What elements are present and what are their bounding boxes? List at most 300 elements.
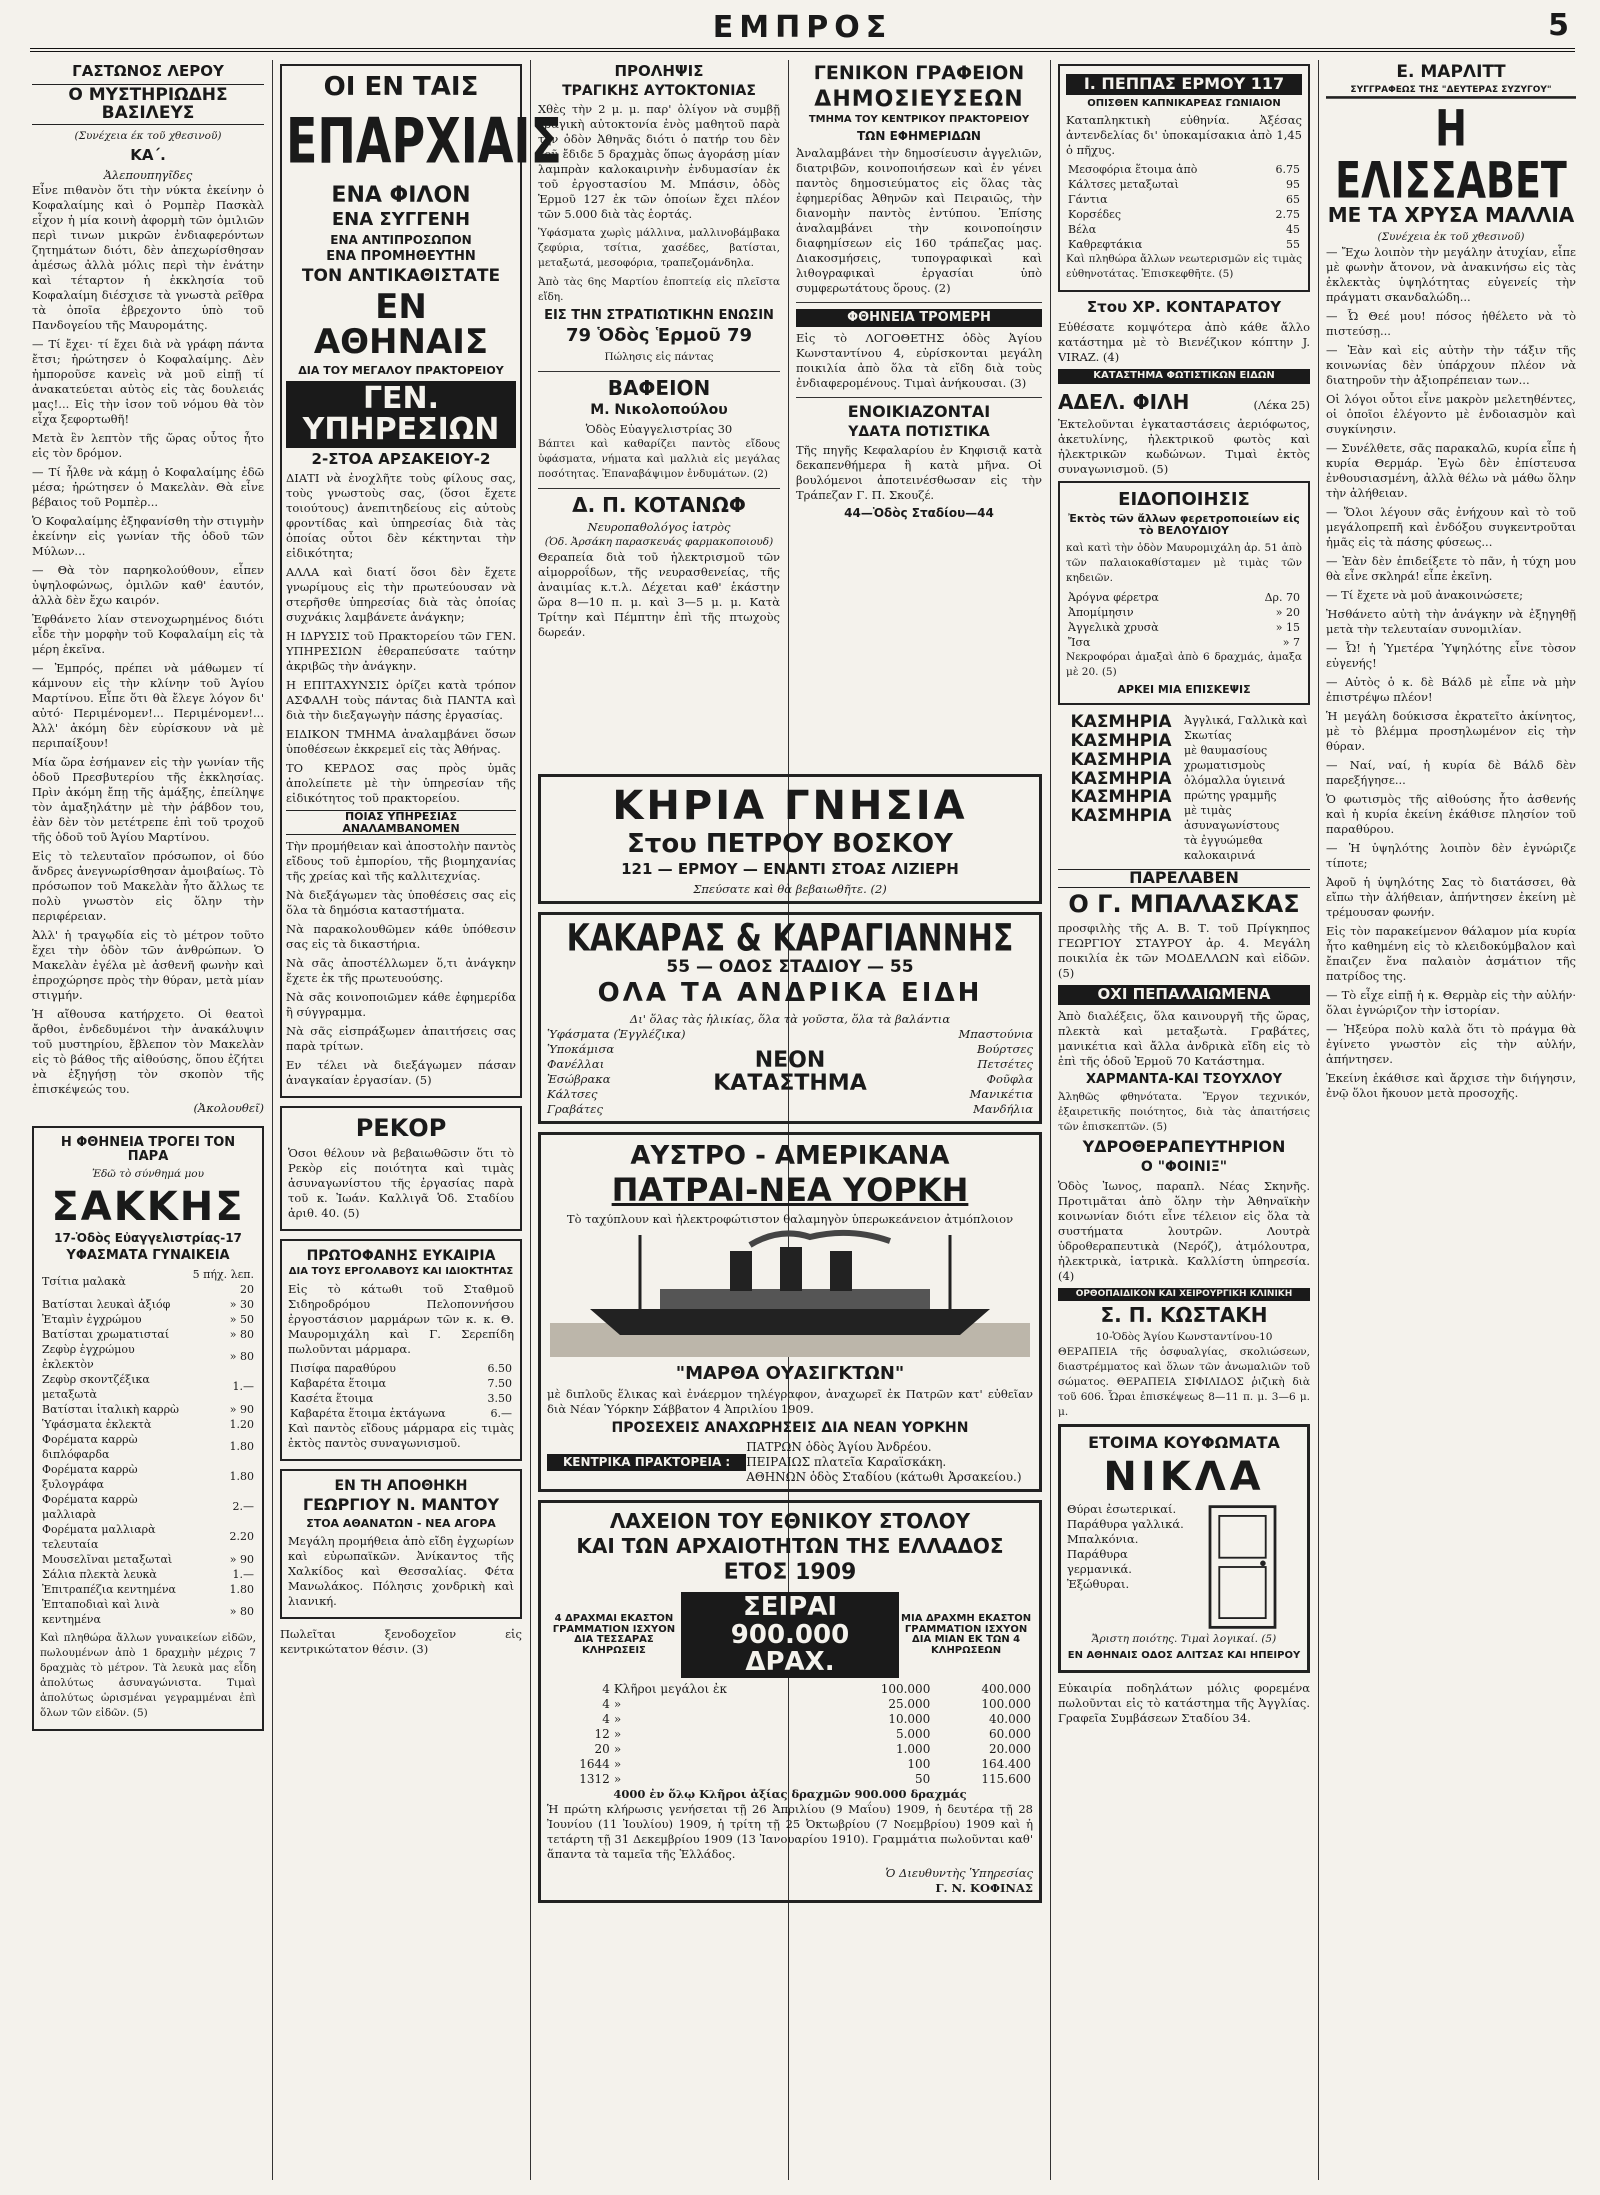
ship-ad bbox=[538, 1132, 1042, 1492]
ship-name: "ΜΑΡΘΑ ΟΥΑΣΙΓΚΤΩΝ" bbox=[675, 1362, 905, 1384]
prolipsis-body: Ὑφάσματα χωρὶς μάλλινα, μαλλινοβάμβακα ζεφύρια, τσίτια, χασέδες, βατίσται, μεταξωτά, μεσοφόρια, τραπεζομάνδηλα. bbox=[538, 227, 780, 270]
mantos-ad bbox=[280, 1469, 522, 1619]
service-item: Τὴν προμήθειαν καὶ ἀποστολὴν παντὸς εἴδους τοῦ ἐμπορίου, τῆς βιομηχανίας τῆς χρείας καὶ τῆς καλλιτεχνίας. bbox=[286, 839, 516, 884]
story-paragraph: Μία ὥρα ἐσήμανεν εἰς τὴν γωνίαν τῆς ὁδοῦ Πρεσβυτερίου τῆς ἐκκλησίας. Πρὶν ἀκόμη ἔπῃ τῆς ἀμάξης, ἐπείληψε τὸν ἀμαξηλάτην μὲ τὴν ῥάβδον του, ἐὰν δὲν τὸν μετέτρεπε ἐπὶ τοῦ τροχοῦ τῆς ὁδοῦ τοῦ Ἁγίου Μαρτίνου. bbox=[32, 755, 264, 845]
item-price: » 15 bbox=[1275, 620, 1300, 634]
prize-cell: 115.600 bbox=[981, 1772, 1031, 1787]
agency-head2: ΕΠΑΡΧΙΑΙΣ bbox=[286, 104, 562, 178]
item-name: Βατίσται λευκαὶ ἀξιόφ bbox=[42, 1297, 171, 1311]
column-serial-story bbox=[32, 60, 264, 2180]
price-row bbox=[288, 1361, 514, 1376]
price-row bbox=[1066, 590, 1302, 605]
cashmere-text: τὰ ἐγγυώμεθα καλοκαιρινά bbox=[1184, 834, 1263, 863]
candle-address: 121 — ΕΡΜΟΥ — ΕΝΑΝΤΙ ΣΤΟΑΣ ΛΙΖΙΕΡΗ bbox=[621, 860, 959, 879]
item-price: 45 bbox=[1286, 223, 1300, 237]
ortho-body: ΘΕΡΑΠΕΙΑ τῆς ὁσφυαλγίας, σκολιώσεων, διαστρέμματος καὶ ὅλων τῶν ἀνωμαλιῶν τοῦ σώματος. ΘΕΡΑΠΕΙΑ ΣΙΦΙΛΙΔΟΣ ῥιζικὴ διὰ τοῦ 606. Ὧραι ἐπισκέψεως 8—11 π. μ. 3—6 μ. μ. bbox=[1058, 1346, 1310, 1419]
prize-cell: 1312 bbox=[579, 1772, 610, 1787]
cashmere-word: ΚΑΣΜΗΡΙΑ bbox=[1070, 787, 1172, 808]
item-name: Ἀρόγνα φέρετρα bbox=[1068, 590, 1159, 604]
office-title2: ΔΗΜΟΣΙΕΥΣΕΩΝ bbox=[814, 86, 1024, 112]
ad-headline: Η ΦΘΗΝΕΙΑ ΤΡΟΓΕΙ ΤΟΝ ΠΑΡΑ bbox=[60, 1135, 236, 1164]
cashmere-text: Ἀγγλικά, Γαλλικὰ καὶ Σκωτίας bbox=[1184, 714, 1308, 743]
serial-subtitle: (Συνέχεια έκ τοῦ χθεσινοῦ) bbox=[74, 130, 222, 143]
story-paragraph: Εἰς τὸ τελευταῖον πρόσωπον, οἱ δύο ἄνδρες ἀνεγνωρίσθησαν ἀμοιβαίως. Τὸ πρόσωπον τοῦ Μακελὰν ἦτο ἄλλως τε πολὺ γνωστὸν εἰς ὅλην τὴν περιφέρειαν. bbox=[32, 849, 264, 924]
agency-head4: ΕΝΑ ΣΥΓΓΕΝΗ bbox=[331, 208, 471, 230]
item-name: Ἀγγελικὰ χρυσὰ bbox=[1068, 620, 1159, 634]
item-name: Ζεφὺρ σκοντζέξικα μεταξωτὰ bbox=[42, 1372, 150, 1401]
steamship-illustration bbox=[547, 1227, 1033, 1357]
ortho-name: Σ. Π. ΚΩΣΤΑΚΗ bbox=[1100, 1303, 1268, 1328]
price-row bbox=[288, 1376, 514, 1391]
lottery-year: ΕΤΟΣ 1909 bbox=[723, 1560, 857, 1586]
niklas-item: Μπαλκόνια. bbox=[1067, 1532, 1139, 1547]
price-row bbox=[288, 1406, 514, 1421]
product-item: Φοῦφλα bbox=[986, 1071, 1033, 1086]
notice-more: ΑΡΚΕΙ ΜΙΑ ΕΠΙΣΚΕΨΙΣ bbox=[1117, 682, 1251, 696]
product-item: Μανικέτια bbox=[969, 1086, 1033, 1101]
hydro-subtitle: Ο "ΦΟΙΝΙΞ" bbox=[1140, 1159, 1228, 1176]
rekor-body: Ὁσοι θέλουν νὰ βεβαιωθῶσιν ὅτι τὸ Ρεκὸρ εἰς ποιότητα καὶ τιμὰς ἀσυναγωνίστου τῆς ἐργασίας παρὰ τοῦ κ. Ἰωάν. Καλλιγᾶ Ὁδ. Σταδίου ἀριθ. 40. (5) bbox=[288, 1145, 514, 1220]
cashmere-word: ΚΑΣΜΗΡΙΑ bbox=[1070, 806, 1172, 827]
prize-cell: 10.000 bbox=[888, 1712, 931, 1727]
column-rule bbox=[272, 60, 273, 2180]
product-item: Μανδήλια bbox=[973, 1101, 1033, 1116]
agency-head3: ΕΝΑ ΦΙΛΟΝ bbox=[331, 182, 471, 208]
price-row bbox=[40, 1567, 256, 1582]
column-serial-marlitt bbox=[1326, 60, 1576, 2180]
lottery-title2: ΚΑΙ ΤΩΝ ΑΡΧΑΙΟΤΗΤΩΝ ΤΗΣ ΕΛΛΑΔΟΣ bbox=[576, 1534, 1004, 1559]
candle-seller: Στου ΠΕΤΡΟΥ ΒΟΣΚΟΥ bbox=[627, 829, 953, 859]
notice-body: καὶ κατὶ τὴν ὁδὸν Μαυρομιχάλη ἀρ. 51 ἀπὸ τῶν παλαιοκαθίσταμεν μὲ τιμὰς τῶν κηδειῶν. bbox=[1066, 541, 1302, 584]
mantos-name: ΓΕΩΡΓΙΟΥ Ν. ΜΑΝΤΟΥ bbox=[302, 1495, 500, 1515]
item-name: Βέλα bbox=[1068, 223, 1097, 237]
item-name: Κορσέδες bbox=[1068, 208, 1121, 222]
kakaras-left-list bbox=[547, 1027, 707, 1117]
item-price: 2.— bbox=[232, 1500, 254, 1514]
prize-table bbox=[547, 1682, 1033, 1787]
service-item: Εν τέλει νὰ διεξάγωμεν πάσαν ἀναγκαίαν ἐργασίαν. (5) bbox=[286, 1058, 516, 1088]
prize-row bbox=[547, 1712, 1033, 1727]
ship-agency: ΠΕΙΡΑΙΩΣ πλατεῖα Καραϊσκάκη. bbox=[746, 1455, 947, 1470]
ship-departures: ΠΡΟΣΕΧΕΙΣ ΑΝΑΧΩΡΗΣΕΙΣ ΔΙΑ ΝΕΑΝ ΥΟΡΚΗΝ bbox=[611, 1420, 969, 1437]
prize-cell: 12 bbox=[594, 1727, 610, 1742]
item-price: 6.— bbox=[490, 1406, 512, 1420]
kakaras-address: 55 — ΟΔΟΣ ΣΤΑΔΙΟΥ — 55 bbox=[666, 956, 914, 977]
price-row bbox=[40, 1342, 256, 1372]
item-price: » 80 bbox=[229, 1605, 254, 1619]
kakaras-right-list bbox=[873, 1027, 1033, 1117]
item-name: Φορέματα καρρὼ μαλλιαρὰ bbox=[42, 1492, 138, 1521]
prize-cell: 100.000 bbox=[880, 1682, 931, 1697]
item-name: Μεσοφόρια ἕτοιμα ἀπὸ bbox=[1068, 163, 1198, 177]
price-row bbox=[40, 1267, 256, 1297]
lottery-center: ΣΕΙΡΑΙ 900.000 ΔΡΑΧ. bbox=[681, 1592, 899, 1678]
story-paragraph: — Ἐὰν καὶ εἰς αὐτὴν τὴν τάξιν τῆς κοινωνίας δὲν ὑπάρχουν πλέον νὰ διατηροῦν τὴν ἀξιοπρέπειαν των... bbox=[1326, 343, 1576, 388]
story-paragraph: — Ἐμπρός, πρέπει νὰ μάθωμεν τί κάμνουν εἰς τὴν κλίνην τοῦ Ἁγίου Μαρτίνου. Εἶπε ὅτι θὰ ἔλεγε λόγον δι' αὐτό· Περιμένομεν!... Περιμένομεν!... Ἀλλ' ἀκόμη δὲν εὑρίσκουν νὰ μὲ περιπαίξουν! bbox=[32, 661, 264, 751]
product-item: Ἐσώβρακα bbox=[547, 1071, 611, 1086]
doctor-name: Δ. Π. ΚΟΤΑΝΩΦ bbox=[572, 492, 746, 517]
price-row bbox=[40, 1402, 256, 1417]
notice-head: Ἐκτὸς τῶν ἄλλων φερετροποιείων εἰς τὸ ΒΕΛΟΥΔΙΟΥ bbox=[1068, 512, 1300, 537]
product-item: Φανέλλαι bbox=[547, 1056, 605, 1071]
item-price: 1.80 bbox=[229, 1440, 254, 1454]
story-paragraph: — Ναί, ναί, ἡ κυρία δὲ Βάλδ δὲν παρεξήγησε... bbox=[1326, 758, 1576, 788]
product-item: Βούρτσες bbox=[977, 1041, 1033, 1056]
prize-row bbox=[547, 1742, 1033, 1757]
office-title3: ΤΜΗΜΑ ΤΟΥ ΚΕΝΤΡΙΚΟΥ ΠΡΑΚΤΟΡΕΙΟΥ bbox=[808, 114, 1030, 126]
prize-cell: » bbox=[613, 1742, 622, 1757]
story-paragraph: Εἶνε πιθανὸν ὅτι τὴν νύκτα ἐκείνην ὁ Κοφαλαίμης καὶ ὁ Ρομπὲρ Πασκὰλ εἶχον ἡ μία κοινὴ ἀφορμὴ τῶν ὁμιλιῶν περὶ τινων μικρῶν ἐνδιαφερόντων ζητημάτων διότι, δὲν ἀπεχωρίσθησαν ἀμέσως ἀλλὰ μόλις περὶ τὴν ἐνάτην καὶ τέταρτον ἡ ἐκκλησία τοῦ Κοφαλαίμη διέσχισε τὰ γνωστὰ ρεῖθρα τὰ ὁποῖα ἐβρεχοντο ὑπὸ τοῦ Πανδογείου τῆς Μαυρομάτης. bbox=[32, 183, 264, 333]
ad-subline: Ἐδῶ τὸ σύνθημά μου bbox=[92, 1168, 204, 1181]
price-row bbox=[1066, 177, 1302, 192]
item-name: Πισίφα παραθύρου bbox=[290, 1361, 396, 1375]
chapter-number: ΚΑ΄. bbox=[130, 146, 166, 165]
cheap-body: Εἰς τὸ ΛΟΓΟΘΕΤΗΣ ὁδὸς Ἀγίου Κωνσταντίνου 4, εὑρίσκονται μεγάλη ποικιλία ἀπὸ ὅλα τὰ εἴδη διὰ τοὺς ἐνδιαφερομένους. Τιμαὶ ἀνήκουσαι. (3) bbox=[796, 330, 1042, 390]
ship-route: ΠΑΤΡΑΙ-ΝΕΑ ΥΟΡΚΗ bbox=[611, 1170, 969, 1209]
kakaras-ad bbox=[538, 912, 1042, 1124]
wide-ad-block bbox=[538, 770, 1042, 2180]
notice-title: ΕΙΔΟΠΟΙΗΣΙΣ bbox=[1118, 488, 1250, 510]
rekor-ad bbox=[280, 1106, 522, 1230]
column-rule bbox=[1050, 60, 1051, 2180]
item-price: 55 bbox=[1286, 238, 1300, 252]
prize-cell: 4 bbox=[602, 1697, 610, 1712]
product-item: Πετσέτες bbox=[977, 1056, 1033, 1071]
item-price: 2.20 bbox=[229, 1530, 254, 1544]
candle-title: ΚΗΡΙΑ ΓΝΗΣΙΑ bbox=[612, 783, 968, 829]
price-row bbox=[40, 1312, 256, 1327]
doctor-body: Θεραπεία διὰ τοῦ ἠλεκτρισμοῦ τῶν αἱμορροΐδων, τῆς νευρασθενείας, τῆς ἀναιμίας κ.τ.λ. Δέχεται καθ' ἑκάστην ὥρα 8—10 π. μ. καὶ 3—5 μ. μ. Κατὰ Τρίτην καὶ Πέμπτην ἐπὶ τῆς πτωχοὺς δωρεάν. bbox=[538, 549, 780, 639]
agency-paragraph: ΕΙΔΙΚΟΝ ΤΜΗΜΑ ἀναλαμβάνει ὅσων ὑποθέσεων ἐκκρεμεῖ εἰς τὰς Ἀθήνας. bbox=[286, 727, 516, 757]
peppas-title: Ι. ΠΕΠΠΑΣ ΕΡΜΟΥ 117 bbox=[1066, 74, 1302, 95]
price-row bbox=[40, 1582, 256, 1597]
agency-ad bbox=[280, 64, 562, 1098]
niklas-item: Ἐξώθυραι. bbox=[1067, 1577, 1130, 1592]
oxi-body2: Ἀληθῶς φθηνότατα. Ἔργον τεχνικόν, ἐξαιρετικῆς ποιότητος, διὰ τὰς ἀπαιτήσεις τῶν ἐπισκεπτῶν. (5) bbox=[1058, 1091, 1310, 1134]
oxi-body: Ἀπὸ διαλέξεις, ὅλα καινουργῆ τῆς ὥρας, πλεκτὰ καὶ μεταξωτὰ. Γραβάτες, μανικέτια καὶ ἄλλα ἀνδρικὰ εἴδη εἰς τὸ ἐπὶ τῆς ὁδοῦ Ἑρμοῦ 70 Κατάστημα. bbox=[1058, 1008, 1310, 1068]
service-item: Νὰ σᾶς εἰσπράξωμεν ἀπαιτήσεις σας παρὰ τρίτων. bbox=[286, 1024, 516, 1054]
office-body: Ἀναλαμβάνει τὴν δημοσίευσιν ἀγγελιῶν, διατριβῶν, κοινοποιήσεων καὶ ἐν γένει παντὸς δημοσιεύματος εἰς ὅλας τὰς ἐφημερίδας Ἀθηνῶν καὶ Πειραιῶς, τὴν διανομὴν παντὸς ἐντύπου. Ἐπίσης ἀναλαμβάνει τὴν κοινοποίησιν διαφημίσεων εἰς 160 τράπεζας μας. Διακοσμήσεις, τυπογραφικαὶ καὶ λιθογραφικαὶ ἐργασίαι ὑπὸ συμφερωτάτους ὅρους. (2) bbox=[796, 146, 1042, 296]
item-price: 1.80 bbox=[229, 1582, 254, 1596]
kontaratou-title: Στου ΧΡ. ΚΟΝΤΑΡΑΤΟΥ bbox=[1086, 298, 1282, 317]
item-name: Φορέματα καρρὼ ξυλογράφα bbox=[42, 1462, 138, 1491]
notice-ad bbox=[1058, 481, 1310, 706]
price-row bbox=[40, 1372, 256, 1402]
item-price: 7.50 bbox=[487, 1376, 512, 1390]
price-row bbox=[1066, 620, 1302, 635]
kakaras-intro: Δι' ὅλας τὰς ἡλικίας, ὅλα τὰ γοῦστα, ὅλα τὰ βαλάντια bbox=[629, 1011, 951, 1026]
niklas-item: Παράθυρα γερμανικά. bbox=[1067, 1547, 1132, 1577]
agency-head10: ΓΕΝ. ΥΠΗΡΕΣΙΩΝ bbox=[286, 381, 516, 448]
agency-head11: 2-ΣΤΟΑ ΑΡΣΑΚΕΙΟΥ-2 bbox=[311, 449, 491, 468]
prize-cell: 60.000 bbox=[989, 1727, 1031, 1742]
lottery-signature-name: Γ. Ν. ΚΟΦΙΝΑΣ bbox=[935, 1881, 1033, 1896]
story-paragraph: Εἰς τὸν παρακείμενον θάλαμον μία κυρία ἦτο καθημένη εἰς τὸ κλειδοκύμβαλον καὶ ἔπαιζεν ἕνα παλαιὸν ἀσμάτιον τῆς πατρίδος της. bbox=[1326, 924, 1576, 984]
column-advert-office bbox=[796, 60, 1042, 760]
prize-cell: 400.000 bbox=[981, 1682, 1031, 1697]
story-paragraph: Ἐφθάνετο λίαν στενοχωρημένος διότι εἶδε τὴν μορφὴν τοῦ Κοφαλαίμη εἰς τὰ μέρη ἐκεῖνα. bbox=[32, 612, 264, 657]
column-rule bbox=[530, 60, 531, 2180]
niklas-title: ΕΤΟΙΜΑ ΚΟΥΦΩΜΑΤΑ bbox=[1088, 1433, 1280, 1453]
item-price: Δρ. 70 bbox=[1264, 590, 1300, 604]
item-name: Φορέματα καρρὼ διπλόφαρδα bbox=[42, 1432, 138, 1461]
story-paragraph: Ἡ αἴθουσα κατήρχετο. Οἱ θεατοὶ ἄρθοι, ἐνδεδυμένοι τὴν ἀνακάλυψιν τοῦ μυστηρίου, ἔβλεπον τὸν Μακελὰν εἰς τὸ βάθος τῆς αἰθούσης, ὅπου ἐζήτει νὰ ἐξηγήσῃ τὸν σκοπὸν τῆς ἐπισκέψεώς του. bbox=[32, 1007, 264, 1097]
doctor-credentials: (Ὁδ. Ἀρσάκη παρασκευάς φαρμακοποιουδ) bbox=[544, 535, 774, 548]
serial-title: Ο ΜΥΣΤΗΡΙΩΔΗΣ ΒΑΣΙΛΕΥΣ bbox=[32, 84, 264, 126]
mantos-body: Μεγάλη προμήθεια ἀπὸ εἴδη ἐγχωρίων καὶ εὐρωπαϊκῶν. Ἀνίκαντος τῆς Χαλκίδος καὶ Θεσσαλίας. Φέτα Μανωλάκος. Πόλησις χονδρικὴ καὶ λιανική. bbox=[288, 1533, 514, 1608]
prolipsis-title2: ΤΡΑΓΙΚΗΣ ΑΥΤΟΚΤΟΝΙΑΣ bbox=[562, 82, 756, 99]
lottery-signature: Ὁ Διευθυντὴς Ὑπηρεσίας bbox=[885, 1866, 1033, 1881]
army-union-title: ΕΙΣ ΤΗΝ ΣΤΡΑΤΙΩΤΙΚΗΝ ΕΝΩΣΙΝ bbox=[544, 308, 774, 324]
item-name: Ὑφάσματα ἐκλεκτὰ bbox=[42, 1417, 152, 1431]
dyehouse-address: Ὁδὸς Εὐαγγελιστρίας 30 bbox=[585, 421, 733, 436]
item-price: 1.— bbox=[232, 1567, 254, 1581]
prize-cell: 100.000 bbox=[981, 1697, 1031, 1712]
mantos-title: ΕΝ ΤΗ ΑΠΟΘΗΚΗ bbox=[334, 1477, 468, 1494]
column-prolipsis bbox=[538, 60, 780, 760]
cashmere-word: ΚΑΣΜΗΡΙΑ bbox=[1070, 768, 1172, 789]
item-name: Καβαρέτα ἕτοιμα bbox=[290, 1376, 387, 1390]
lighting-shop-body: Ἐκτελοῦνται ἐγκαταστάσεις ἀεριόφωτος, ἀκετυλίνης, ἠλεκτρικοῦ φωτὸς καὶ ἠλεκτρικῶν κωδώνων. Τιμαὶ ἐκτὸς συναγωνισμοῦ. (5) bbox=[1058, 416, 1310, 476]
item-price: » 50 bbox=[229, 1312, 254, 1326]
cashmere-text: πρώτης γραμμῆς bbox=[1184, 789, 1277, 803]
marlitt-author: Ε. ΜΑΡΛΙΤΤ bbox=[1396, 62, 1506, 82]
peppas-footer: Καὶ πληθώρα ἄλλων νεωτερισμῶν εἰς τιμὰς εὐθηνοτάτας. Ἐπισκεφθῆτε. (5) bbox=[1066, 253, 1302, 281]
agency-paragraph: ΑΛΛΑ καὶ διατί ὅσοι δὲν ἔχετε γνωρίμους εἰς τὴν πρωτεύουσαν νὰ στερῆσθε ὑπηρεσίας διὰ τὰς ὁποίας συχνάκις λαμβάνετε ἀνάγκην; bbox=[286, 565, 516, 625]
marble-subtitle: ΔΙΑ ΤΟΥΣ ΕΡΓΟΛΑΒΟΥΣ ΚΑΙ ΙΔΙΟΚΤΗΤΑΣ bbox=[288, 1266, 514, 1278]
item-price: 65 bbox=[1286, 193, 1300, 207]
agency-head5: ΕΝΑ ΑΝΤΙΠΡΟΣΩΠΟΝ bbox=[330, 232, 472, 247]
column-shops bbox=[1058, 60, 1310, 2180]
page-number: 5 bbox=[1548, 8, 1569, 43]
service-item: Νὰ σᾶς ἀποστέλλωμεν ὅ,τι ἀνάγκην ἔχετε ἐκ τῆς πρωτευούσης. bbox=[286, 956, 516, 986]
prolipsis-body: Χθὲς τὴν 2 μ. μ. παρ' ὀλίγον νὰ συμβῇ τραγικὴ αὐτοκτονία ἑνὸς μαθητοῦ παρὰ τὴν ὁδὸν Ἀθηνᾶς διότι ὁ πατήρ του δὲν τοῦ ἔδιδε 5 δραχμὰς ὅπως ἀγοράσῃ μίαν λαμπρὰν καλοκαιρινὴν ἐνδυμασίαν ἐκ τοῦ ἐργοστασίου Μ. Μπάσιν, ὁδὸς Ἑρμοῦ 127 ἐκ τῶν ὁποίων ἔχει πλέον τῶν 5.000 διὰ τὰς ἑορτάς. bbox=[538, 102, 780, 222]
product-item: Κάλτσες bbox=[547, 1086, 598, 1101]
item-name: Κασέτα ἕτοιμα bbox=[290, 1391, 374, 1405]
door-illustration bbox=[1184, 1502, 1301, 1632]
rekor-title: ΡΕΚΟΡ bbox=[355, 1114, 447, 1143]
niklas-item: Θύραι ἐσωτερικαί. bbox=[1067, 1502, 1177, 1517]
niklas-footer: Ἄριστη ποιότης. Τιμαὶ λογικαί. (5) bbox=[1091, 1633, 1277, 1646]
ortho-title: ΟΡΘΟΠΑΙΔΙΚΟΝ ΚΑΙ ΧΕΙΡΟΥΡΓΙΚΗ ΚΛΙΝΙΚΗ bbox=[1058, 1288, 1310, 1301]
niklas-ad bbox=[1058, 1424, 1310, 1672]
candle-ad bbox=[538, 774, 1042, 904]
marble-ad bbox=[280, 1239, 522, 1461]
item-name: Κάλτσες μεταξωταὶ bbox=[1068, 178, 1179, 192]
story-paragraph: — Ὦ Θεέ μου! πόσος ἠθέλετο νὰ τὸ πιστεύσῃ... bbox=[1326, 309, 1576, 339]
kontaratou-body: Εὑθέσατε κομψότερα ἀπὸ κάθε ἄλλο κατάστημα μὲ τὸ Βιενέζικον κόπτην J. VIRAZ. (4) bbox=[1058, 320, 1310, 365]
product-item: Ὑποκάμισα bbox=[547, 1041, 615, 1056]
price-row bbox=[40, 1417, 256, 1432]
prize-cell: Κλῆροι μεγάλοι ἐκ bbox=[613, 1682, 727, 1697]
column-agency-ad bbox=[280, 60, 562, 2180]
prize-cell: 50 bbox=[915, 1772, 931, 1787]
story-paragraph: Ἡ μεγάλη δούκισσα ἐκρατεῖτο ἀκίνητος, μὲ τὸ βλέμμα προσηλωμένον εἰς τὴν θύραν. bbox=[1326, 709, 1576, 754]
item-name: Σάλια πλεκτὰ λευκὰ bbox=[42, 1567, 157, 1581]
ship-body: μὲ διπλοῦς ἕλικας καὶ ἐνάερμον τηλέγραφον, ἀναχωρεῖ ἐκ Πατρῶν κατ' εὐθεῖαν διὰ Νέαν Ὑόρκην Σάββατον 4 Ἀπριλίου 1909. bbox=[547, 1387, 1033, 1417]
price-row bbox=[40, 1552, 256, 1567]
story-paragraph: — Ὦ! ἡ Ὑμετέρα Ὑψηλότης εἶνε τὸσον εὐγενής! bbox=[1326, 641, 1576, 671]
niklas-name: ΝΙΚΛΑ bbox=[1103, 1454, 1265, 1501]
hydro-body: Ὁδὸς Ἰωνος, παραπλ. Νέας Σκηνῆς. Προτιμᾶται ἀπὸ ὅλην τὴν Ἀθηναϊκὴν κοινωνίαν διότι εἶνε τέλειον εἰς ὅλα τὰ συστήματα λουτρῶν. Λουτρὰ ὑδροθεραπευτικὰ (Νερόζ), ἀτμόλουτρα, ἠλεκτρικὰ, ἰατρικὰ. Καλλίστη ὑπηρεσία. (4) bbox=[1058, 1178, 1310, 1283]
doctor-specialty: Νευροπαθολόγος ἰατρὸς bbox=[587, 519, 731, 534]
lottery-ad bbox=[538, 1500, 1042, 1903]
agency-head1: ΟΙ ΕΝ ΤΑΙΣ bbox=[323, 72, 479, 102]
services-title: ΠΟΙΑΣ ΥΠΗΡΕΣΙΑΣ ΑΝΑΛΑΜΒΑΝΟΜΕΝ bbox=[286, 810, 516, 835]
prize-cell: 20.000 bbox=[989, 1742, 1031, 1757]
price-row bbox=[40, 1462, 256, 1492]
marble-title: ΠΡΩΤΟΦΑΝΗΣ ΕΥΚΑΙΡΙΑ bbox=[306, 1247, 496, 1264]
price-row bbox=[1066, 222, 1302, 237]
parelaven-title: ΠΑΡΕΛΑΒΕΝ bbox=[1058, 869, 1310, 888]
oxi-title: ΟΧΙ ΠΕΠΑΛΑΙΩΜΕΝΑ bbox=[1058, 985, 1310, 1005]
prize-cell: 5.000 bbox=[895, 1727, 931, 1742]
marlitt-title: Η ΕΛΙΣΣΑΒΕΤ bbox=[1326, 96, 1576, 208]
story-paragraph: — Συνέλθετε, σᾶς παρακαλῶ, κυρία εἶπε ἡ κυρία Θερμάρ. Ἐγὼ δὲν ἐπίστευσα ἐνθουσιασμένη, ἀλλὰ θέλω νὰ μάθω ὅλην τὴν ἀλήθειαν. bbox=[1326, 441, 1576, 501]
service-item: Νὰ σᾶς κοινοποιῶμεν κάθε ἐφημερίδα ἢ σύγγραμμα. bbox=[286, 990, 516, 1020]
agency-head8: ΕΝ ΑΘΗΝΑΙΣ bbox=[313, 286, 489, 363]
prize-row bbox=[547, 1697, 1033, 1712]
prize-cell: » bbox=[613, 1757, 622, 1772]
agency-head6: ΕΝΑ ΠΡΟΜΗΘΕΥΤΗΝ bbox=[326, 249, 476, 265]
prize-row bbox=[547, 1772, 1033, 1787]
price-list bbox=[40, 1267, 256, 1627]
ad-address: 17-Ὁδὸς Εὐαγγελιστρίας-17 bbox=[54, 1231, 242, 1246]
prize-cell: 1644 bbox=[579, 1757, 610, 1772]
item-name: Ἀπομίμησιν bbox=[1068, 605, 1134, 619]
item-price: 5 πήχ. λεπ. 20 bbox=[192, 1267, 254, 1296]
item-price: 1.80 bbox=[229, 1470, 254, 1484]
story-paragraph: — Τὸ εἶχε εἰπῇ ἡ κ. Θερμὰρ εἰς τὴν αὐλήν· ὅλαι ἐγνώριζον τὴν ἱστορίαν. bbox=[1326, 988, 1576, 1018]
item-price: 1.20 bbox=[229, 1417, 254, 1431]
kakaras-title: ΚΑΚΑΡΑΣ & ΚΑΡΑΓΙΑΝΝΗΣ bbox=[566, 916, 1014, 961]
item-name: Βατίσται χρωματισταί bbox=[42, 1327, 170, 1341]
item-price: » 20 bbox=[1275, 605, 1300, 619]
cashmere-text: μὲ θαυμασίους χρωματισμοὺς bbox=[1184, 744, 1268, 773]
chapter-title: Ἀλεπουπηγῖδες bbox=[103, 168, 193, 183]
niklas-item: Παράθυρα γαλλικά. bbox=[1067, 1517, 1184, 1532]
story-paragraph: — Ἔχω λοιπὸν τὴν μεγάλην ἀτυχίαν, εἶπε μὲ φωνὴν ἄτονον, νὰ ἀνακινήσω εἰς τὰς ἐκλεκτὰς ὑψηλότητας εὐγενείς τὴν πράγματι σκανδαλώδη... bbox=[1326, 245, 1576, 305]
masthead bbox=[30, 8, 1575, 52]
prize-cell: » bbox=[613, 1697, 622, 1712]
agency-paragraph: Η ΙΔΡΥΣΙΣ τοῦ Πρακτορείου τῶν ΓΕΝ. ΥΠΗΡΕΣΙΩΝ ἐθεραπεύσατε ταύτην ἀκριβῶς τὴν ἀνάγκην. bbox=[286, 629, 516, 674]
prize-total: 4000 ἐν ὅλῳ Κλῆροι ἀξίας δραχμῶν 900.000 δραχμάς bbox=[613, 1787, 967, 1802]
niklas-address: ΕΝ ΑΘΗΝΑΙΣ ΟΔΟΣ ΑΛΙΤΣΑΣ ΚΑΙ ΗΠΕΙΡΟΥ bbox=[1067, 1650, 1301, 1662]
prize-cell: 25.000 bbox=[888, 1697, 931, 1712]
notice-price-list bbox=[1066, 590, 1302, 650]
dyehouse-body: Βάπτει καὶ καθαρίζει παντὸς εἴδους ὑφάσματα, νήματα καὶ μαλλιὰ εἰς μεγάλας ποσότητας. Ἐπαναβάψιμον ἐνδυμάτων. (2) bbox=[538, 437, 780, 480]
prize-row bbox=[547, 1727, 1033, 1742]
ad-brand: ΣΑΚΚΗΣ bbox=[51, 1184, 245, 1231]
lottery-right: ΜΙΑ ΔΡΑΧΜΗ ΕΚΑΣΤΟΝ ΓΡΑΜΜΑΤΙΟΝ ΙΣΧΥΟΝ ΔΙΑ ΜΙΑΝ ΕΚ ΤΩΝ 4 ΚΛΗΡΩΣΕΩΝ bbox=[901, 1613, 1032, 1656]
story-paragraph: Μετὰ ἓν λεπτὸν τῆς ὥρας οὗτος ἦτο εἰς τὸν δρόμον. bbox=[32, 431, 264, 461]
service-item: Νὰ διεξάγωμεν τὰς ὑποθέσεις σας εἰς ὅλα τὰ δημόσια καταστήματα. bbox=[286, 888, 516, 918]
prize-row bbox=[547, 1682, 1033, 1697]
balaskas-title: Ο Γ. ΜΠΑΛΑΣΚΑΣ bbox=[1068, 889, 1300, 918]
sakkis-ad bbox=[32, 1126, 264, 1731]
story-paragraph: — Τί ἔχετε νὰ μοῦ ἀνακοινώσετε; bbox=[1326, 588, 1524, 603]
story-paragraph: — Ὅλοι λέγουν σᾶς ἐνήχουν καὶ τὸ τοῦ μεγάλοπρεπῆ καὶ ἐνδόξου συγκεντροῦται ἡμᾶς εἰς τὰ πάσης φύσεως... bbox=[1326, 505, 1576, 550]
agency-head9: ΔΙΑ ΤΟΥ ΜΕΓΑΛΟΥ ΠΡΑΚΤΟΡΕΙΟΥ bbox=[298, 364, 504, 378]
service-item: Νὰ παρακολουθῶμεν κάθε ὑπόθεσιν σας εἰς τὰ δικαστήρια. bbox=[286, 922, 516, 952]
price-row bbox=[1066, 162, 1302, 177]
story-paragraph: Ἀφοῦ ἡ ὑψηλότης Σας τὸ διατάσσει, θὰ εἴπω τὴν ἀλήθειαν, ἀπήντησεν ἐκείνη μὲ τρέμουσαν φωνήν. bbox=[1326, 875, 1576, 920]
agency-paragraph: ΤΟ ΚΕΡΔΟΣ σας πρὸς ὑμᾶς ἀπολείπετε μὲ τὴν ὑπηρεσίαν τῆς εἰδικότητος τοῦ πρακτορείου. bbox=[286, 761, 516, 806]
ship-agency-label: ΚΕΝΤΡΙΚΑ ΠΡΑΚΤΟΡΕΙΑ : bbox=[547, 1454, 746, 1471]
item-price: » 80 bbox=[229, 1350, 254, 1364]
lease-title: ΕΝΟΙΚΙΑΖΟΝΤΑΙ bbox=[847, 401, 991, 421]
marlitt-title2: ΜΕ ΤΑ ΧΡΥΣΑ ΜΑΛΛΙΑ bbox=[1327, 203, 1575, 228]
dyehouse-name: Μ. Νικολοπούλου bbox=[590, 401, 728, 418]
item-price: 1.— bbox=[232, 1380, 254, 1394]
column-rule bbox=[1318, 60, 1319, 2180]
story-paragraph: — Τί ἦλθε νὰ κάμῃ ὁ Κοφαλαίμης ἐδῶ μέσα; ἠρώτησεν ὁ Μακελὰν. Θὰ εἶνε βέβαιος τοῦ Ρομπὲρ... bbox=[32, 465, 264, 510]
price-row bbox=[40, 1297, 256, 1312]
item-name: Ἴσα bbox=[1068, 635, 1091, 649]
prize-cell: 1.000 bbox=[895, 1742, 931, 1757]
cashmere-word: ΚΑΣΜΗΡΙΑ bbox=[1070, 749, 1172, 770]
notice-footer: Νεκροφόραι ἀμαξαὶ ἀπὸ 6 δραχμάς, ἁμαξα μὲ 20. (5) bbox=[1066, 650, 1302, 678]
item-price: » 90 bbox=[229, 1552, 254, 1566]
item-price: » 90 bbox=[229, 1402, 254, 1416]
story-paragraph: Ἐκείνη ἐκάθισε καὶ ἄρχισε τὴν διήγησιν, ἐνῷ ὅλοι ἤκουον μετὰ προσοχῆς. bbox=[1326, 1071, 1576, 1101]
army-union-address: 79 Ὁδὸς Ἑρμοῦ 79 bbox=[565, 325, 753, 347]
product-item: Μπαστούνια bbox=[958, 1026, 1033, 1041]
lease-address: 44—Ὁδὸς Σταδίου—44 bbox=[844, 506, 994, 521]
continued-note: (Ἀκολουθεῖ) bbox=[193, 1101, 264, 1116]
item-price: » 7 bbox=[1282, 635, 1300, 649]
price-row bbox=[288, 1391, 514, 1406]
cashmere-text: μὲ τιμὰς ἀσυναγωνίστους bbox=[1184, 804, 1280, 833]
candle-note: Σπεύσατε καὶ θὰ βεβαιωθῆτε. (2) bbox=[693, 882, 887, 897]
prize-cell: » bbox=[613, 1772, 622, 1787]
mantos-subtitle: ΣΤΟΑ ΑΘΑΝΑΤΩΝ - ΝΕΑ ΑΓΟΡΑ bbox=[306, 1517, 496, 1531]
item-name: Μουσελῖναι μεταξωταὶ bbox=[42, 1552, 173, 1566]
ship-agency: ΑΘΗΝΩΝ ὁδὸς Σταδίου (κάτωθι Ἀρσακείου.) bbox=[746, 1470, 1022, 1485]
story-paragraph: — Τί ἔχει· τί ἔχει διὰ νὰ γράφη πάντα ἔτσι; ἠρώτησεν ὁ Κοφαλαίμης. Δὲν ἠμποροῦσε κανεὶς νὰ μοῦ εἰπῇ τί ἀνακατεύεται αὐτὸς εἰς τὰς δουλειάς μας!... Εἰς τὴν ἰσον τοῦ νόμου θὰ τὸν εἶχα ξεφορτωθῆ! bbox=[32, 337, 264, 427]
lighting-shop-address: (Λέκα 25) bbox=[1253, 397, 1310, 412]
item-name: Φορέματα μαλλιαρὰ τελευταία bbox=[42, 1522, 156, 1551]
prize-cell: 100 bbox=[907, 1757, 931, 1772]
cashmere-ad bbox=[1058, 713, 1310, 863]
ad-footer: Καὶ πληθώρα ἄλλων γυναικείων εἰδῶν, πωλουμένων ἀπὸ 1 δραχμὴν μέχρις 7 δραχμὰς τὸ μέτρον. Τὰ λευκὰ μας εἶδη ἀπολύτως ἀσυναγώνιστα. Τιμαὶ ἀπολύτως ὡρισμέναι γεγραμμέναι ἐπὶ ὅλων τῶν εἰδῶν. (5) bbox=[40, 1631, 256, 1719]
price-row bbox=[1066, 192, 1302, 207]
story-paragraph: — Θὰ τὸν παρηκολούθουν, εἶπεν ὑψηλοφώνως, ὁμιλῶν καθ' ἑαυτόν, ἀλλὰ δὲν ἔχω καιρόν. bbox=[32, 563, 264, 608]
agency-paragraph: Η ΕΠΙΤΑΧΥΝΣΙΣ ὁρίζει κατὰ τρόπον ΑΣΦΑΛΗ τοὺς πάντας διὰ ΠΑΝΤΑ καὶ διὰ τὴν διεξαγωγὴν πάσης ἐργασίας. bbox=[286, 678, 516, 723]
item-name: Ζεφὺρ ἐγχρώμου ἐκλεκτὸν bbox=[42, 1342, 135, 1371]
item-price: 6.75 bbox=[1275, 163, 1300, 177]
cashmere-word: ΚΑΣΜΗΡΙΑ bbox=[1070, 730, 1172, 751]
price-row bbox=[40, 1492, 256, 1522]
price-row bbox=[40, 1432, 256, 1462]
marlitt-subtitle: (Συνέχεια ἐκ τοῦ χθεσινοῦ) bbox=[1377, 231, 1525, 244]
item-price: » 80 bbox=[229, 1327, 254, 1341]
ortho-address: 10-Ὁδὸς Ἁγίου Κωνσταντίνου-10 bbox=[1095, 1331, 1273, 1344]
marble-body: Εἰς τὸ κάτωθι τοῦ Σταθμοῦ Σιδηροδρόμου Πελοποννήσου ἐργοστάσιον μαρμάρων τῶν κ. κ. Θ. Μαυρομιχάλη καὶ Γ. Σερεπίδη πωλοῦνται μάρμαρα. bbox=[288, 1281, 514, 1356]
item-name: Τσίτια μαλακὰ bbox=[42, 1275, 126, 1289]
item-price: 6.50 bbox=[487, 1361, 512, 1375]
marble-price-list bbox=[288, 1361, 514, 1421]
peppas-intro: Καταπληκτικὴ εὐθηνία. Ἀξέσας ἀντενδελίας δι' ὑποκαμίσακια ἀπὸ 1,45 ὁ πῆχυς. bbox=[1066, 113, 1302, 158]
prize-cell: » bbox=[613, 1727, 622, 1742]
small-notice: Πωλεῖται ξενοδοχεῖον εἰς κεντρικώτατον θέσιν. (3) bbox=[280, 1626, 522, 1656]
lease-subtitle: ΥΔΑΤΑ ΠΟΤΙΣΤΙΚΑ bbox=[848, 423, 990, 440]
prize-cell: 20 bbox=[594, 1742, 610, 1757]
kakaras-center: ΝΕΟΝ ΚΑΤΑΣΤΗΜΑ bbox=[713, 1047, 867, 1096]
marble-footer: Καὶ παντὸς εἴδους μάρμαρα εἰς τιμὰς ἐκτὸς παντὸς συναγωνισμοῦ. bbox=[288, 1420, 514, 1450]
army-union-sub: Πώλησις εἰς πάντας bbox=[604, 350, 714, 363]
ad-section: ΥΦΑΣΜΑΤΑ ΓΥΝΑΙΚΕΙΑ bbox=[66, 1248, 230, 1264]
